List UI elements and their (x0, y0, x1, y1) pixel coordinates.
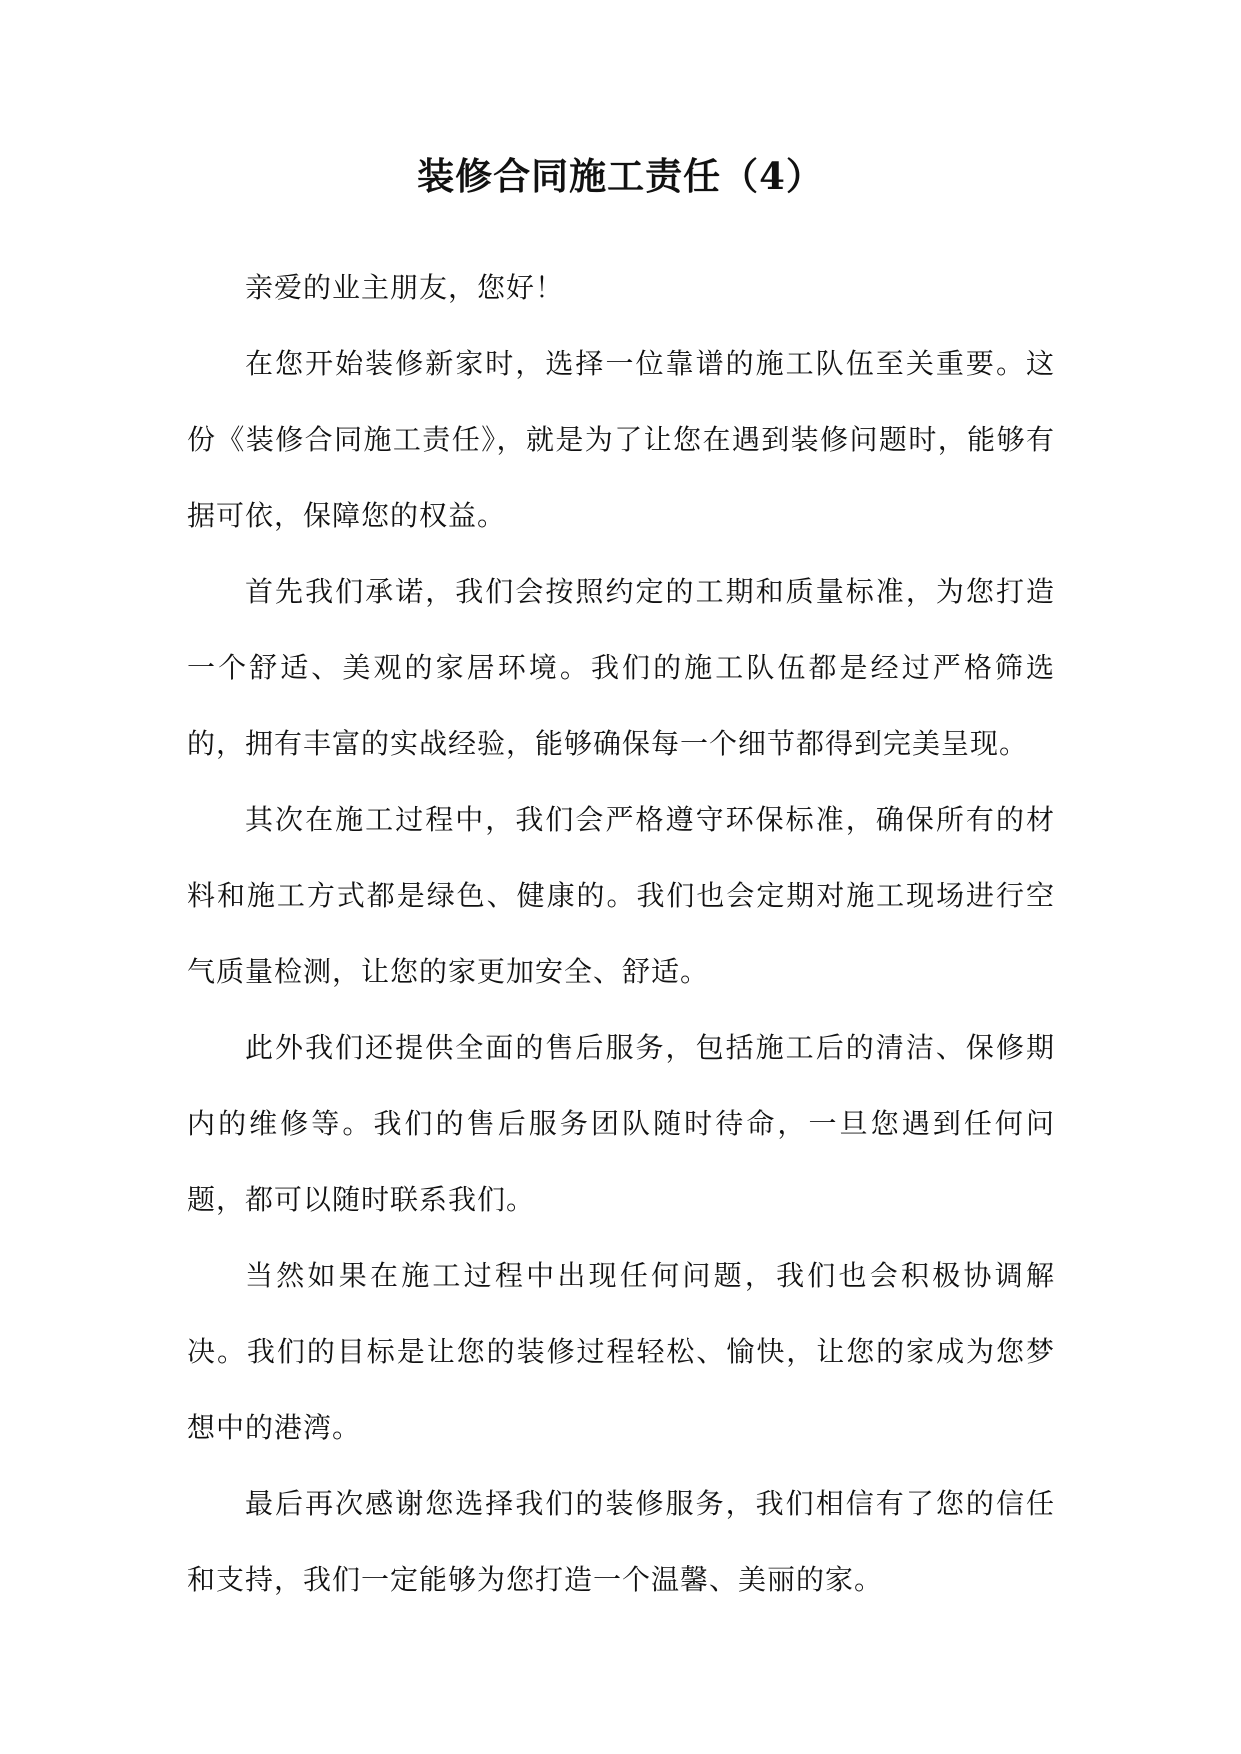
document-title: 装修合同施工责任（4） (417, 154, 824, 198)
paragraph-commitment: 首先我们承诺，我们会按照约定的工期和质量标准，为您打造一个舒适、美观的家居环境。我们的施工队伍都是经过严格筛选的，拥有丰富的实战经验，能够确保每一个细节都得到完美呈现。 (187, 575, 1055, 760)
paragraph-after-sales: 此外我们还提供全面的售后服务，包括施工后的清洁、保修期内的维修等。我们的售后服务团队随时待命，一旦您遇到任何问题，都可以随时联系我们。 (187, 1031, 1055, 1216)
paragraph-problem-solving: 当然如果在施工过程中出现任何问题，我们也会积极协调解决。我们的目标是让您的装修过程轻松、愉快，让您的家成为您梦想中的港湾。 (187, 1259, 1055, 1444)
paragraph-greeting: 亲爱的业主朋友，您好！ (245, 271, 565, 304)
paragraph-environment: 其次在施工过程中，我们会严格遵守环保标准，确保所有的材料和施工方式都是绿色、健康的。我们也会定期对施工现场进行空气质量检测，让您的家更加安全、舒适。 (187, 803, 1055, 988)
document-body (187, 250, 1055, 1618)
paragraph-intro: 在您开始装修新家时，选择一位靠谱的施工队伍至关重要。这份《装修合同施工责任》，就是为了让您在遇到装修问题时，能够有据可依，保障您的权益。 (187, 347, 1055, 532)
paragraph-closing: 最后再次感谢您选择我们的装修服务，我们相信有了您的信任和支持，我们一定能够为您打造一个温馨、美丽的家。 (187, 1487, 1055, 1596)
